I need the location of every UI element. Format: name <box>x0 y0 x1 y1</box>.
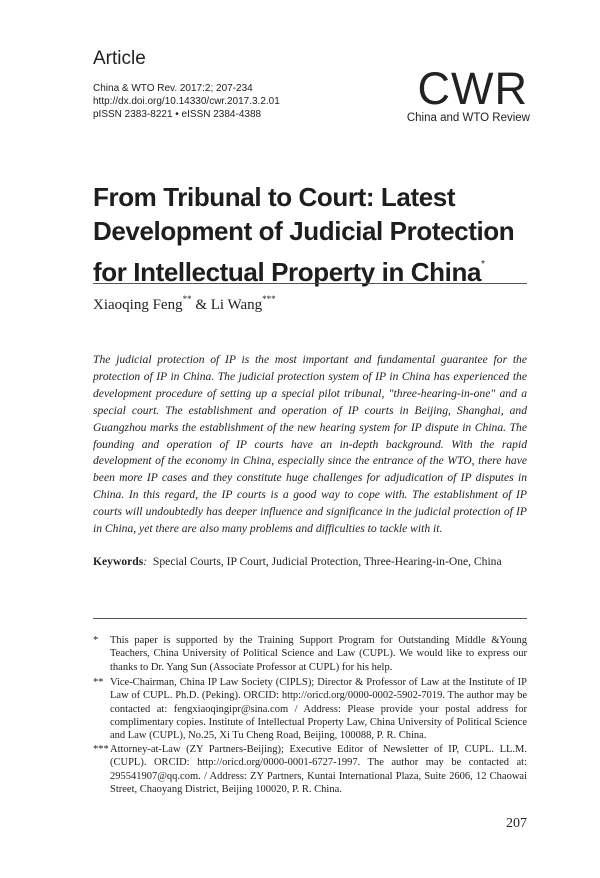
author-name: Xiaoqing Feng <box>93 297 183 313</box>
page-number: 207 <box>506 816 527 831</box>
author-footnote-mark[interactable]: ** <box>182 294 192 304</box>
keywords-label: Keywords <box>93 555 144 568</box>
footnote <box>93 634 527 674</box>
footnote <box>93 676 527 742</box>
footnote <box>93 743 527 796</box>
section-label: Article <box>93 48 146 69</box>
title-line-3-text: for Intellectual Property in China <box>93 257 482 287</box>
keywords-list: Special Courts, IP Court, Judicial Protection, Three-Hearing-in-One, China <box>152 555 502 568</box>
title-footnote-mark[interactable]: * <box>481 259 485 270</box>
author-footnote-mark[interactable]: *** <box>262 294 276 304</box>
publication-meta <box>93 82 393 121</box>
title-line-2: Development of Judicial Protection <box>93 216 515 246</box>
footnote-text: Vice-Chairman, China IP Law Society (CIPLS); Director & Professor of Law at the Institute of IP Law of CUPL. Ph.D. (Peking). ORCID: http://oricd.org/0000-0002-5902-7019. The author may be contacted at: fengxiaoqingipr@sina.com / Address: Please provide your postal address for complimentary copies. Institute of Intellectual Property Law, China University of Political Science and Law (CUPL), No.25, Xi Tu Cheng Road, Beijing, 100088, P. R. China. <box>110 677 527 742</box>
footnote-rule <box>93 618 527 619</box>
footnote-mark: *** <box>93 744 109 755</box>
journal-name: China and WTO Review <box>406 112 530 124</box>
abstract: The judicial protection of IP is the most important and fundamental guarantee for the protection of IP in China. The judicial protection system of IP in China has experienced the development procedure of setting up a special pilot tribunal, "three-hearing-in-one" and a special court. The establishment and operation of IP courts in Beijing, Shanghai, and Guangzhou marks the establishment of the new hearing system for IP dispute in China. The founding and operation of IP courts have an in-depth background. With the rapid development of the economy in China, especially since the entrance of the WTO, there have been more IP cases and they constitute huge challenges for adjudication of IP disputes in China. In this regard, the IP courts is a good way to cope with. The establishment of IP courts will undoubtedly has deeper influence and significance in the judicial protection of IP in China, yet there are also many problems and difficulties to tackle with it. <box>93 353 527 536</box>
citation: China & WTO Rev. 2017:2; 207-234 <box>93 83 253 94</box>
article-title <box>93 180 543 289</box>
title-rule <box>93 283 527 284</box>
keywords-colon: : <box>143 555 148 568</box>
title-line-1: From Tribunal to Court: Latest <box>93 182 456 212</box>
footnote-mark: * <box>93 635 99 646</box>
issn: pISSN 2383-8221 • eISSN 2384-4388 <box>93 109 262 120</box>
footnote-text: Attorney-at-Law (ZY Partners-Beijing); Executive Editor of Newsletter of IP, CUPL. LL.M. (CUPL). ORCID: http://oricd.org/0000-0001-6727-1997. The author may be contacted at: 295541907@qq.com. / Address: ZY Partners, Kuntai International Plaza, Suite 2606, 12 Chaowai Street, Chaoyang District, Beijing 100020, P. R. China. <box>110 744 527 795</box>
doi-link[interactable]: http://dx.doi.org/10.14330/cwr.2017.3.2.01 <box>93 96 280 107</box>
author-name: & Li Wang <box>195 297 263 313</box>
authors <box>93 294 276 314</box>
keywords <box>93 555 527 568</box>
footnote-text: This paper is supported by the Training Support Program for Outstanding Middle &Young Teachers, China University of Political Science and Law (CUPL). We would like to express our thanks to Dr. Yang Sun (Associate Professor at CUPL) for his help. <box>110 635 527 673</box>
journal-logo: CWR <box>417 63 528 114</box>
footnote-mark: ** <box>93 677 104 688</box>
